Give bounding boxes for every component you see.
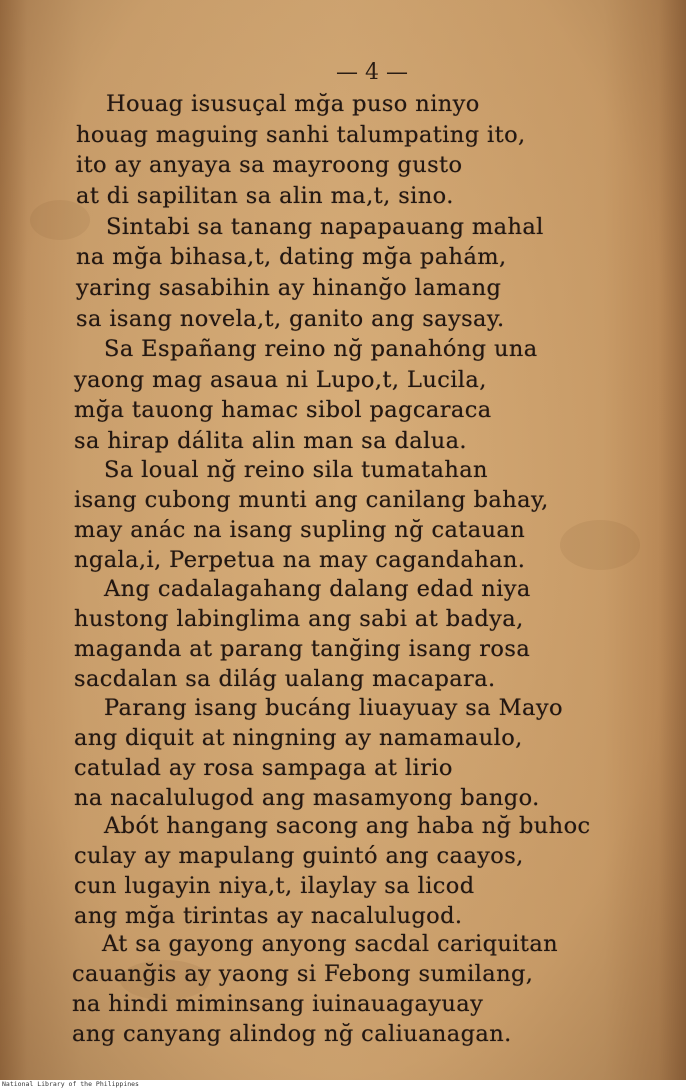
poem-line: sa isang novela,t, ganito ang saysay. [76, 306, 505, 332]
poem-line: at di sapilitan sa alin ma,t, sino. [76, 183, 454, 209]
poem-line: Parang isang bucáng liuayuay sa Mayo [104, 695, 563, 721]
poem-line: ang canyang alindog nğ caliuanagan. [72, 1021, 512, 1047]
poem-line: yaring sasabihin ay hinanğo lamang [76, 275, 502, 301]
poem-line: ngala,i, Perpetua na may cagandahan. [74, 547, 526, 573]
poem-line: culay ay mapulang guintó ang caayos, [74, 843, 524, 869]
library-credit: National Library of the Philippines [2, 1080, 139, 1088]
poem-line: cun lugayin niya,t, ilaylay sa licod [74, 873, 475, 899]
poem-line: ito ay anyaya sa mayroong gusto [76, 152, 463, 178]
poem-line: Sintabi sa tanang napapauang mahal [106, 214, 544, 240]
poem-line: Ang cadalagahang dalang edad niya [104, 576, 531, 602]
poem-line: houag maguing sanhi talumpating ito, [76, 122, 526, 148]
poem-line: cauanğis ay yaong si Febong sumilang, [72, 961, 534, 987]
footer-bar [0, 1080, 686, 1088]
poem-line: Sa loual nğ reino sila tumatahan [104, 457, 488, 483]
poem-line: isang cubong munti ang canilang bahay, [74, 487, 549, 513]
poem-line: Sa Españang reino nğ panahóng una [104, 336, 538, 362]
poem-line: sa hirap dálita alin man sa dalua. [74, 428, 467, 454]
poem-line: catulad ay rosa sampaga at lirio [74, 755, 453, 781]
poem-line: hustong labinglima ang sabi at badya, [74, 606, 524, 632]
poem-line: ang mğa tirintas ay nacalulugod. [74, 903, 463, 929]
poem-line: na mğa bihasa,t, dating mğa pahám, [76, 244, 507, 270]
poem-line: may anác na isang supling nğ catauan [74, 517, 526, 543]
poem-line: sacdalan sa dilág ualang macapara. [74, 666, 496, 692]
page-number: — 4 — [336, 60, 408, 85]
poem-line: yaong mag asaua ni Lupo,t, Lucila, [74, 367, 487, 393]
poem-line: mğa tauong hamac sibol pagcaraca [74, 397, 492, 423]
poem-line: na nacalulugod ang masamyong bango. [74, 785, 540, 811]
poem-line: Houag isusuçal mğa puso ninyo [106, 91, 480, 117]
poem-line: maganda at parang tanğing isang rosa [74, 636, 531, 662]
poem-line: At sa gayong anyong sacdal cariquitan [102, 931, 559, 957]
paper-stain [560, 520, 640, 570]
poem-line: ang diquit at ningning ay namamaulo, [74, 725, 523, 751]
poem-line: Abót hangang sacong ang haba nğ buhoc [104, 813, 591, 839]
poem-line: na hindi miminsang iuinauagayuay [72, 991, 484, 1017]
